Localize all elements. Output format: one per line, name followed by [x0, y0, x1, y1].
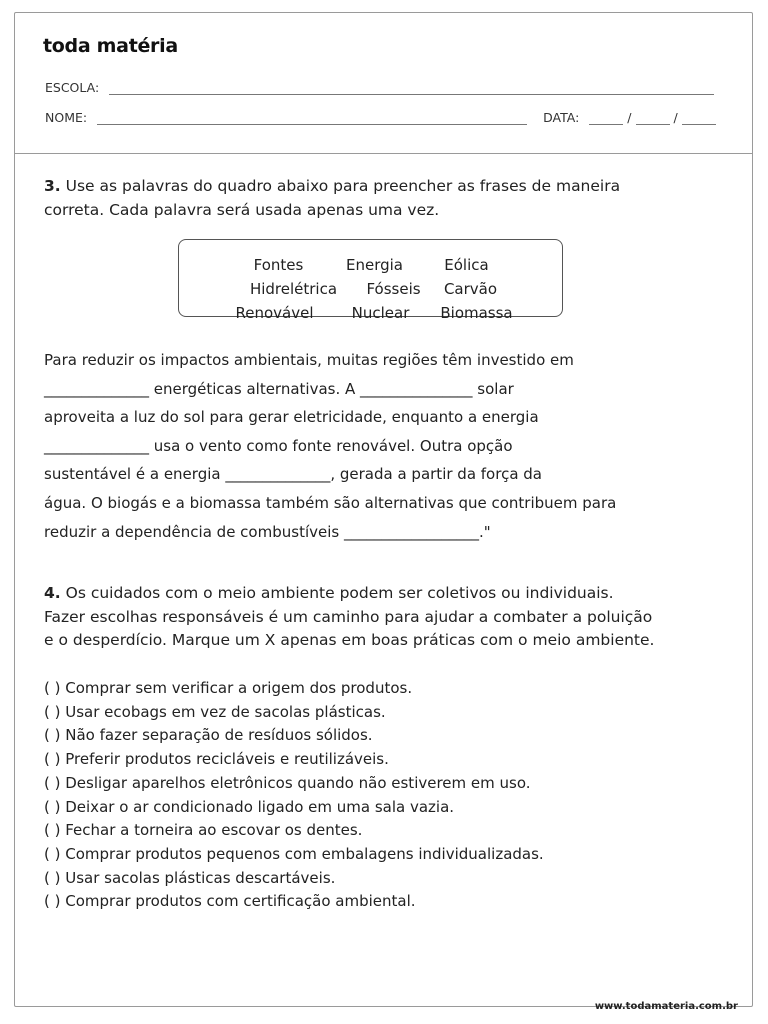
nome-label: NOME:	[45, 110, 88, 125]
question-text: Fazer escolhas responsáveis é um caminho para ajudar a combater a poluição	[44, 607, 653, 626]
nome-row	[45, 110, 716, 125]
escola-field[interactable]	[109, 82, 714, 95]
paragraph-line: sustentável é a energia ______________, gerada a partir da força da	[44, 465, 542, 484]
question-number: 4.	[44, 584, 61, 602]
word-bank-row	[179, 280, 562, 298]
word-bank-box	[178, 239, 563, 322]
word-bank-row	[179, 256, 562, 274]
option-item[interactable]: ( ) Usar ecobags em vez de sacolas plásticas.	[44, 702, 386, 721]
option-item[interactable]: ( ) Usar sacolas plásticas descartáveis.	[44, 868, 336, 887]
option-item[interactable]: ( ) Preferir produtos recicláveis e reutilizáveis.	[44, 750, 389, 769]
word-bank-word: Biomassa	[440, 304, 513, 322]
word-bank-word: Energia	[346, 256, 403, 274]
paragraph-line: reduzir a dependência de combustíveis __________________."	[44, 522, 491, 541]
word-bank-row	[179, 304, 562, 322]
data-label: DATA:	[543, 110, 580, 125]
paragraph-line: ______________ usa o vento como fonte renovável. Outra opção	[44, 436, 513, 455]
question-text: Os cuidados com o meio ambiente podem ser coletivos ou individuais.	[65, 584, 614, 602]
option-item[interactable]: ( ) Comprar produtos pequenos com embalagens individualizadas.	[44, 844, 544, 863]
worksheet-header	[15, 13, 752, 154]
word-bank-word: Hidrelétrica	[249, 280, 338, 298]
question-number: 3.	[44, 177, 61, 195]
date-slash: /	[673, 110, 678, 125]
word-bank-word: Fósseis	[366, 280, 421, 298]
question-text: Use as palavras do quadro abaixo para preencher as frases de maneira	[65, 177, 621, 195]
option-item[interactable]: ( ) Fechar a torneira ao escovar os dentes.	[44, 821, 363, 840]
date-month-field[interactable]	[636, 112, 670, 125]
question-text: e o desperdício. Marque um X apenas em boas práticas com o meio ambiente.	[44, 631, 655, 650]
paragraph-line: Para reduzir os impactos ambientais, muitas regiões têm investido em	[44, 351, 574, 369]
word-bank-word: Nuclear	[351, 304, 410, 322]
paragraph-line: ______________ energéticas alternativas. A _______________ solar	[44, 379, 514, 398]
paragraph-line: água. O biogás e a biomassa também são alternativas que contribuem para	[44, 493, 617, 512]
date-slash: /	[627, 110, 632, 125]
question-4-instructions	[44, 582, 724, 653]
brand-logo: toda matéria	[43, 35, 178, 57]
option-item[interactable]: ( ) Comprar produtos com certificação ambiental.	[44, 892, 416, 911]
escola-row	[45, 80, 714, 95]
option-item[interactable]: ( ) Deixar o ar condicionado ligado em uma sala vazia.	[44, 797, 455, 816]
date-day-field[interactable]	[589, 112, 623, 125]
word-bank-word: Fontes	[253, 256, 304, 274]
footer-url[interactable]: www.todamateria.com.br	[594, 1001, 738, 1012]
option-item[interactable]: ( ) Não fazer separação de resíduos sólidos.	[44, 726, 373, 745]
option-item[interactable]: ( ) Desligar aparelhos eletrônicos quando não estiverem em uso.	[44, 773, 531, 792]
options-list	[44, 677, 544, 914]
word-bank-word: Carvão	[443, 280, 498, 298]
nome-field[interactable]	[97, 112, 527, 125]
paragraph-line: aproveita a luz do sol para gerar eletricidade, enquanto a energia	[44, 408, 539, 427]
word-bank-word: Eólica	[444, 256, 489, 274]
word-bank-word: Renovável	[235, 304, 314, 322]
question-3-instructions	[44, 174, 694, 222]
date-year-field[interactable]	[682, 112, 716, 125]
option-item[interactable]: ( ) Comprar sem verificar a origem dos produtos.	[44, 679, 413, 697]
question-text: correta. Cada palavra será usada apenas uma vez.	[44, 201, 440, 219]
fill-in-paragraph	[44, 346, 704, 546]
escola-label: ESCOLA:	[45, 80, 100, 95]
